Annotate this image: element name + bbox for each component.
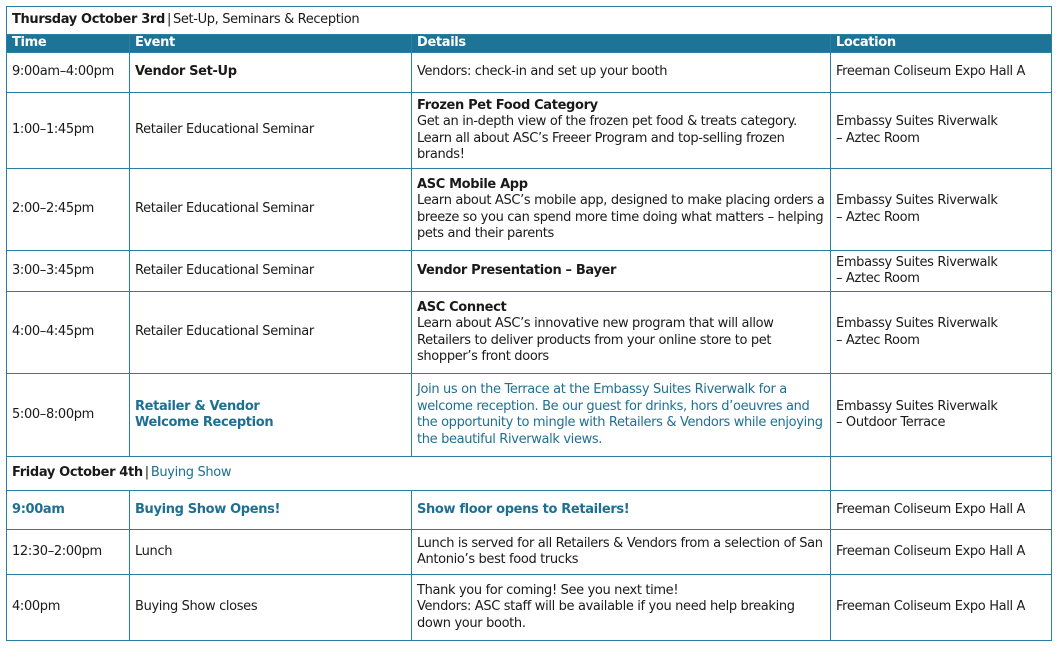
location-line: – Aztec Room: [836, 130, 920, 146]
event-line: Retailer & Vendor: [135, 398, 260, 414]
details-title: ASC Mobile App: [417, 176, 528, 192]
friday-day-row: [7, 457, 1052, 491]
row-time: 2:00–2:45pm: [7, 169, 130, 251]
row-location: [831, 292, 1052, 374]
row-time: 4:00–4:45pm: [7, 292, 130, 374]
row-location: [831, 93, 1052, 169]
row-event: Lunch: [130, 530, 412, 575]
location-line: – Outdoor Terrace: [836, 415, 946, 430]
row-location: [831, 491, 1052, 530]
location-line: – Aztec Room: [836, 271, 920, 286]
location-line: Freeman Coliseum Expo Hall A: [836, 501, 1026, 517]
row-event: Retailer Educational Seminar: [130, 169, 412, 251]
friday-empty-cell: [831, 457, 1052, 491]
row-time: 4:00pm: [7, 575, 130, 641]
details-title: ASC Connect: [417, 299, 507, 315]
location-line: Embassy Suites Riverwalk: [836, 254, 998, 270]
thursday-day-title: Thursday October 3rd: [12, 12, 165, 28]
row-event: Retailer Educational Seminar: [130, 292, 412, 374]
details-line: Thank you for coming! See you next time!: [417, 582, 679, 598]
row-location: [831, 53, 1052, 93]
column-header-details: Details: [412, 35, 831, 53]
row-time: 9:00am: [7, 491, 130, 530]
row-details: [412, 93, 831, 169]
row-event: Retailer Educational Seminar: [130, 251, 412, 292]
column-header-event: Event: [130, 35, 412, 53]
location-line: Freeman Coliseum Expo Hall A: [836, 543, 1026, 559]
location-line: – Aztec Room: [836, 209, 920, 225]
row-location: [831, 575, 1052, 641]
column-header-row: [7, 35, 1052, 53]
table-row: [7, 292, 1052, 374]
row-details: Show floor opens to Retailers!: [412, 491, 831, 530]
row-details: [412, 169, 831, 251]
row-details: [412, 575, 831, 641]
row-event: Buying Show closes: [130, 575, 412, 641]
friday-day-title: Friday October 4th: [12, 465, 143, 481]
friday-day-cell: [7, 457, 831, 491]
row-event: Buying Show Opens!: [130, 491, 412, 530]
table-row: [7, 374, 1052, 457]
location-line: Embassy Suites Riverwalk: [836, 316, 998, 331]
row-time: 12:30–2:00pm: [7, 530, 130, 575]
row-event: Retailer Educational Seminar: [130, 93, 412, 169]
table-row: [7, 251, 1052, 292]
location-line: – Aztec Room: [836, 332, 920, 348]
thursday-day-cell: [7, 7, 1052, 35]
row-details: Lunch is served for all Retailers & Vendors from a selection of San Antonio’s best food trucks: [412, 530, 831, 575]
row-event: [130, 374, 412, 457]
location-line: Embassy Suites Riverwalk: [836, 193, 998, 208]
location-line: Embassy Suites Riverwalk: [836, 114, 998, 129]
location-line: Freeman Coliseum Expo Hall A: [836, 64, 1026, 80]
details-body: Get an in-depth view of the frozen pet food & treats category. Learn all about ASC’s Freeer Program and top-selling frozen brands!: [417, 114, 797, 162]
row-time: 5:00–8:00pm: [7, 374, 130, 457]
table-row: [7, 530, 1052, 575]
row-details: Vendor Presentation – Bayer: [412, 251, 831, 292]
details-body: Learn about ASC’s innovative new program that will allow Retailers to deliver products from your online store to pet shopper’s front doors: [417, 316, 774, 364]
column-header-location: Location: [831, 35, 1052, 53]
details-line: Vendors: ASC staff will be available if you need help breaking down your booth.: [417, 599, 795, 631]
column-header-time: Time: [7, 35, 130, 53]
row-location: [831, 374, 1052, 457]
row-event: Vendor Set-Up: [130, 53, 412, 93]
row-location: [831, 169, 1052, 251]
location-line: Embassy Suites Riverwalk: [836, 398, 998, 414]
thursday-day-subtitle: Set-Up, Seminars & Reception: [172, 12, 360, 28]
row-details: Join us on the Terrace at the Embassy Suites Riverwalk for a welcome reception. Be our guest for drinks, hors d’oeuvres and the opportunity to mingle with Retailers & Vendors while enjoying the beautiful Riverwalk views.: [412, 374, 831, 457]
schedule-table: [6, 6, 1052, 641]
friday-day-subtitle: Buying Show: [150, 465, 232, 481]
event-line: Welcome Reception: [135, 415, 274, 430]
day-separator: |: [166, 12, 171, 28]
thursday-day-row: [7, 7, 1052, 35]
row-time: 3:00–3:45pm: [7, 251, 130, 292]
details-body: Learn about ASC’s mobile app, designed to make placing orders a breeze so you can spend more time doing what matters – helping pets and their parents: [417, 193, 825, 241]
row-details: [412, 292, 831, 374]
table-row: [7, 93, 1052, 169]
row-location: [831, 530, 1052, 575]
day-separator: |: [144, 465, 149, 481]
schedule-container: [6, 6, 1052, 641]
table-row: [7, 53, 1052, 93]
details-title: Frozen Pet Food Category: [417, 97, 598, 113]
location-line: Freeman Coliseum Expo Hall A: [836, 599, 1026, 615]
row-details: Vendors: check-in and set up your booth: [412, 53, 831, 93]
row-time: 1:00–1:45pm: [7, 93, 130, 169]
table-row: [7, 491, 1052, 530]
row-location: [831, 251, 1052, 292]
table-row: [7, 575, 1052, 641]
row-time: 9:00am–4:00pm: [7, 53, 130, 93]
table-row: [7, 169, 1052, 251]
